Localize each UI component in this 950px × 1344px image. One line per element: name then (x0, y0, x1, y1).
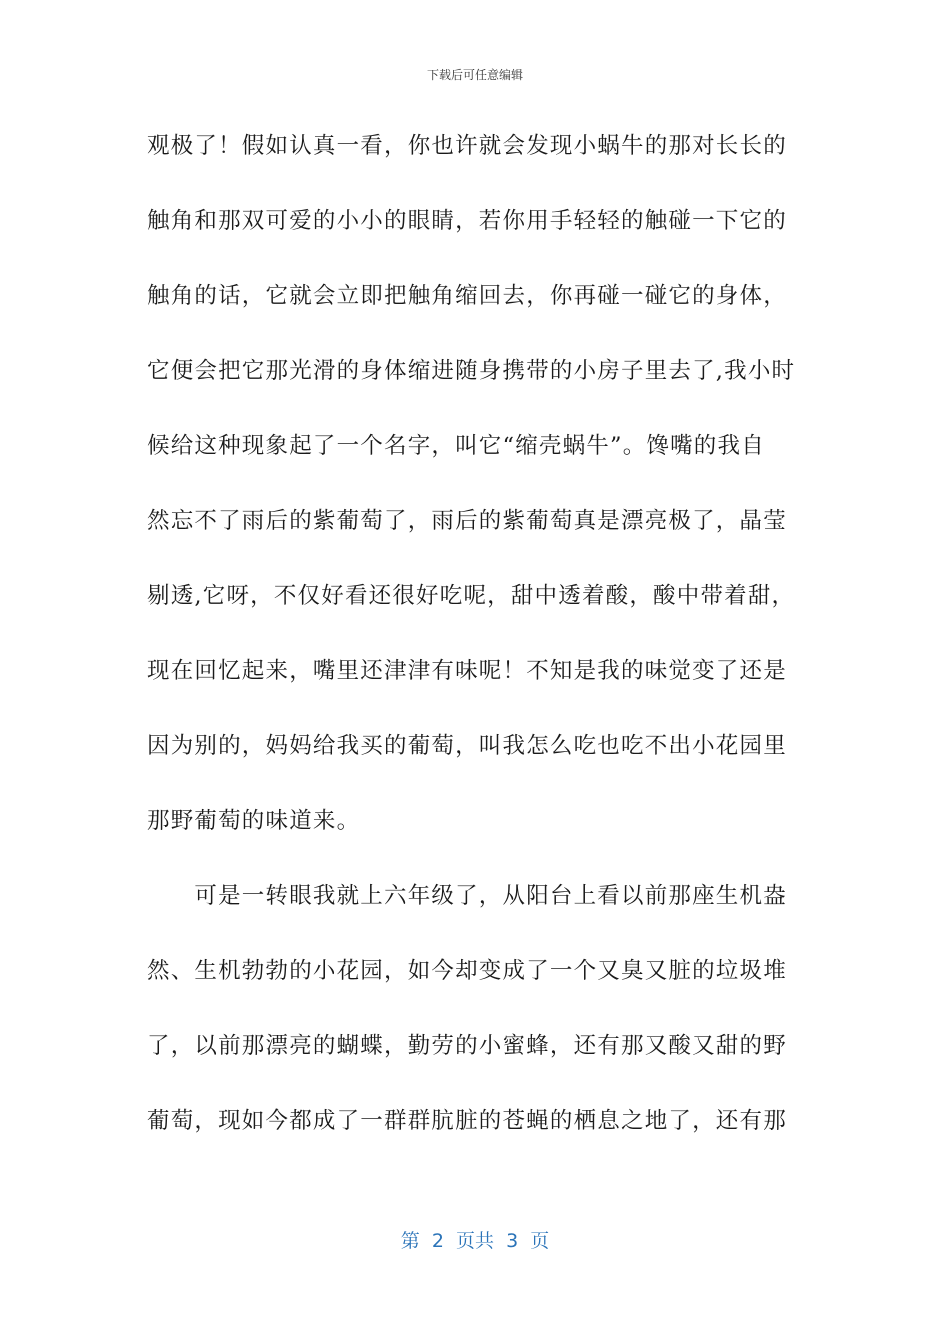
text-line: 了，以前那漂亮的蝴蝶，勤劳的小蜜蜂，还有那又酸又甜的野 (147, 1033, 787, 1059)
text-line: 然、生机勃勃的小花园，如今却变成了一个又臭又脏的垃圾堆 (147, 958, 787, 984)
text-line: 然忘不了雨后的紫葡萄了，雨后的紫葡萄真是漂亮极了，晶莹 (147, 508, 787, 534)
text-line: 现在回忆起来，嘴里还津津有味呢！不知是我的味觉变了还是 (147, 658, 787, 684)
text-line: 剔透,它呀，不仅好看还很好吃呢，甜中透着酸，酸中带着甜， (147, 583, 796, 609)
page-number-footer: 第 2 页共 3 页 (400, 1230, 550, 1252)
text-line: 触角和那双可爱的小小的眼睛，若你用手轻轻的触碰一下它的 (147, 208, 787, 234)
page-header: 下载后可任意编辑 (426, 68, 523, 82)
text-line: 因为别的，妈妈给我买的葡萄，叫我怎么吃也吃不出小花园里 (147, 733, 787, 759)
text-line: 可是一转眼我就上六年级了，从阳台上看以前那座生机盎 (147, 883, 787, 909)
body-text (147, 128, 807, 1178)
text-line: 它便会把它那光滑的身体缩进随身携带的小房子里去了,我小时 (147, 358, 796, 384)
text-line: 触角的话，它就会立即把触角缩回去，你再碰一碰它的身体， (147, 283, 787, 309)
text-line: 那野葡萄的味道来。 (147, 808, 361, 834)
text-line: 候给这种现象起了一个名字，叫它“缩壳蜗牛”。馋嘴的我自 (147, 433, 765, 459)
text-line: 葡萄，现如今都成了一群群肮脏的苍蝇的栖息之地了，还有那 (147, 1108, 787, 1134)
text-line: 观极了！假如认真一看，你也许就会发现小蜗牛的那对长长的 (147, 133, 787, 159)
